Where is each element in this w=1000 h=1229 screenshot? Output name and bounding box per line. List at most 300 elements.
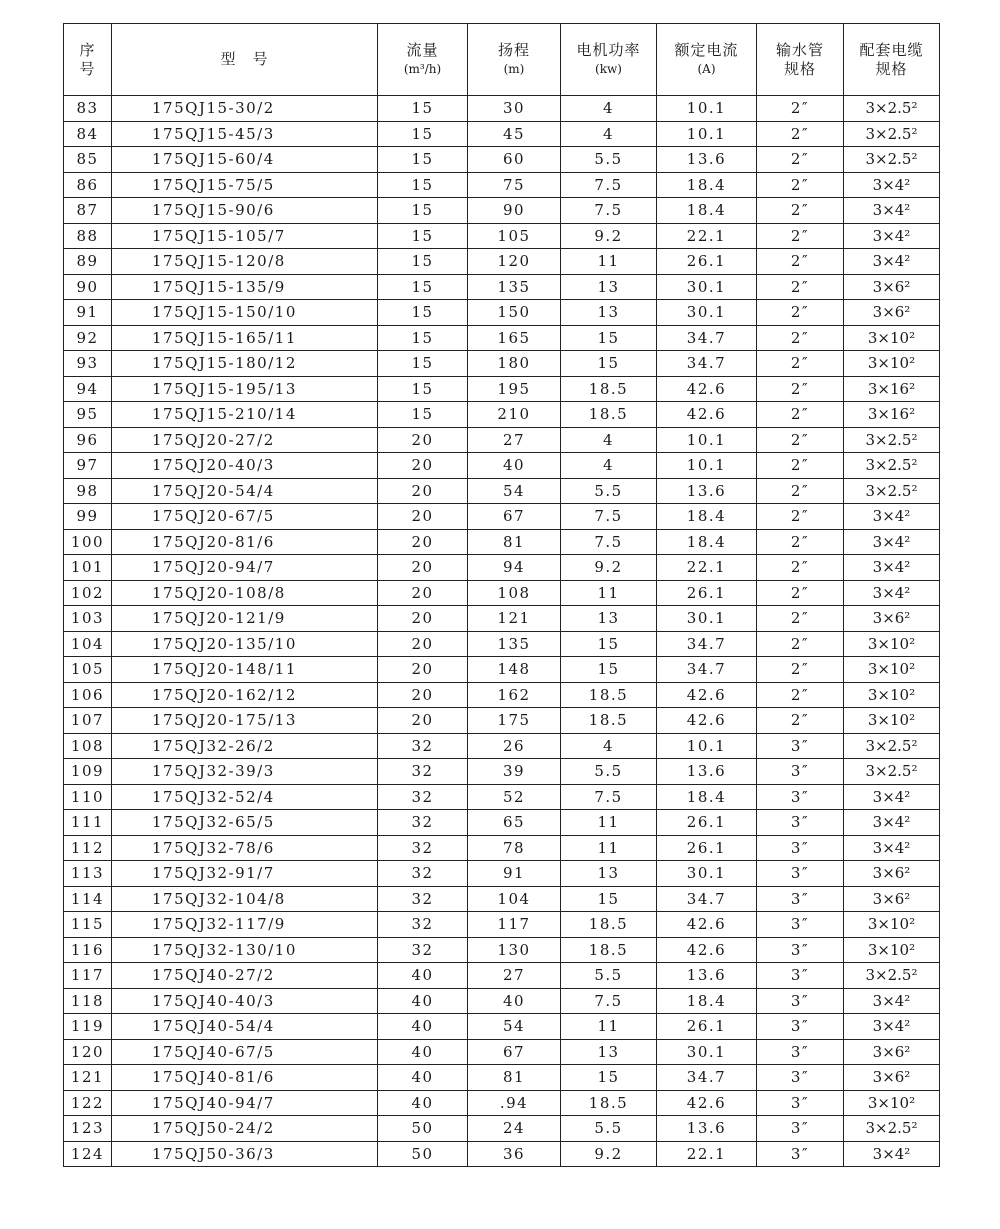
header-cable	[844, 24, 940, 96]
no-cell: 98	[64, 478, 112, 504]
cable-cell: 3×10²	[844, 1090, 940, 1116]
pipe-cell: 2″	[757, 504, 844, 530]
cable-cell: 3×6²	[844, 300, 940, 326]
cable-cell: 3×6²	[844, 1065, 940, 1091]
model-cell: 175QJ40-67/5	[112, 1039, 378, 1065]
head-cell: 81	[468, 529, 561, 555]
no-cell: 118	[64, 988, 112, 1014]
no-cell: 84	[64, 121, 112, 147]
model-cell: 175QJ40-94/7	[112, 1090, 378, 1116]
model-cell: 175QJ20-27/2	[112, 427, 378, 453]
power-cell: 13	[561, 274, 657, 300]
pipe-cell: 2″	[757, 351, 844, 377]
model-cell: 175QJ32-117/9	[112, 912, 378, 938]
model-cell: 175QJ32-130/10	[112, 937, 378, 963]
header-no	[64, 24, 112, 96]
power-cell: 5.5	[561, 963, 657, 989]
model-cell: 175QJ15-135/9	[112, 274, 378, 300]
cable-cell: 3×4²	[844, 784, 940, 810]
current-cell: 13.6	[657, 1116, 757, 1142]
pipe-cell: 2″	[757, 249, 844, 275]
flow-cell: 15	[378, 96, 468, 122]
pipe-cell: 2″	[757, 300, 844, 326]
model-cell: 175QJ20-81/6	[112, 529, 378, 555]
flow-cell: 40	[378, 988, 468, 1014]
table-row	[64, 682, 940, 708]
head-cell: 148	[468, 657, 561, 683]
head-cell: 78	[468, 835, 561, 861]
flow-cell: 15	[378, 300, 468, 326]
pipe-cell: 2″	[757, 172, 844, 198]
no-cell: 95	[64, 402, 112, 428]
header-no-line2: 号	[79, 59, 96, 78]
current-cell: 34.7	[657, 657, 757, 683]
table-row	[64, 529, 940, 555]
power-cell: 5.5	[561, 1116, 657, 1142]
flow-cell: 20	[378, 529, 468, 555]
cable-cell: 3×16²	[844, 376, 940, 402]
head-cell: 40	[468, 988, 561, 1014]
pipe-cell: 2″	[757, 223, 844, 249]
no-cell: 97	[64, 453, 112, 479]
header-head-unit: (m)	[503, 61, 525, 76]
pipe-cell: 2″	[757, 580, 844, 606]
table-row	[64, 147, 940, 173]
flow-cell: 15	[378, 274, 468, 300]
current-cell: 10.1	[657, 733, 757, 759]
header-current-unit: (A)	[697, 61, 716, 76]
no-cell: 113	[64, 861, 112, 887]
no-cell: 85	[64, 147, 112, 173]
cable-cell: 3×10²	[844, 631, 940, 657]
power-cell: 11	[561, 249, 657, 275]
model-cell: 175QJ20-108/8	[112, 580, 378, 606]
model-cell: 175QJ15-30/2	[112, 96, 378, 122]
power-cell: 4	[561, 733, 657, 759]
table-row	[64, 733, 940, 759]
pipe-cell: 3″	[757, 1014, 844, 1040]
no-cell: 117	[64, 963, 112, 989]
power-cell: 11	[561, 580, 657, 606]
current-cell: 42.6	[657, 1090, 757, 1116]
no-cell: 86	[64, 172, 112, 198]
table-row	[64, 963, 940, 989]
cable-cell: 3×10²	[844, 912, 940, 938]
current-cell: 18.4	[657, 988, 757, 1014]
current-cell: 13.6	[657, 478, 757, 504]
cable-cell: 3×6²	[844, 274, 940, 300]
cable-cell: 3×4²	[844, 249, 940, 275]
no-cell: 114	[64, 886, 112, 912]
no-cell: 119	[64, 1014, 112, 1040]
table-row	[64, 759, 940, 785]
table-row	[64, 937, 940, 963]
head-cell: 150	[468, 300, 561, 326]
current-cell: 10.1	[657, 427, 757, 453]
current-cell: 13.6	[657, 147, 757, 173]
table-row	[64, 198, 940, 224]
head-cell: 67	[468, 1039, 561, 1065]
flow-cell: 32	[378, 784, 468, 810]
pipe-cell: 3″	[757, 988, 844, 1014]
flow-cell: 32	[378, 759, 468, 785]
pipe-cell: 3″	[757, 912, 844, 938]
pipe-cell: 3″	[757, 759, 844, 785]
current-cell: 42.6	[657, 708, 757, 734]
head-cell: 135	[468, 631, 561, 657]
model-cell: 175QJ40-27/2	[112, 963, 378, 989]
model-cell: 175QJ40-81/6	[112, 1065, 378, 1091]
table-row	[64, 1039, 940, 1065]
model-cell: 175QJ20-67/5	[112, 504, 378, 530]
head-cell: 130	[468, 937, 561, 963]
header-cable-line2: 规格	[875, 59, 908, 78]
current-cell: 22.1	[657, 555, 757, 581]
flow-cell: 20	[378, 555, 468, 581]
head-cell: 60	[468, 147, 561, 173]
cable-cell: 3×4²	[844, 835, 940, 861]
pipe-cell: 2″	[757, 325, 844, 351]
no-cell: 116	[64, 937, 112, 963]
no-cell: 111	[64, 810, 112, 836]
table-row	[64, 1116, 940, 1142]
header-no-line1: 序	[79, 40, 96, 59]
flow-cell: 15	[378, 223, 468, 249]
table-row	[64, 810, 940, 836]
table-row	[64, 274, 940, 300]
model-cell: 175QJ15-210/14	[112, 402, 378, 428]
current-cell: 42.6	[657, 682, 757, 708]
current-cell: 26.1	[657, 810, 757, 836]
pipe-cell: 2″	[757, 708, 844, 734]
flow-cell: 50	[378, 1116, 468, 1142]
cable-cell: 3×4²	[844, 223, 940, 249]
no-cell: 106	[64, 682, 112, 708]
flow-cell: 40	[378, 1014, 468, 1040]
head-cell: 54	[468, 1014, 561, 1040]
head-cell: 27	[468, 963, 561, 989]
table-row	[64, 504, 940, 530]
flow-cell: 20	[378, 708, 468, 734]
model-cell: 175QJ20-121/9	[112, 606, 378, 632]
table-row	[64, 453, 940, 479]
table-row	[64, 631, 940, 657]
current-cell: 34.7	[657, 886, 757, 912]
cable-cell: 3×2.5²	[844, 733, 940, 759]
model-cell: 175QJ20-40/3	[112, 453, 378, 479]
current-cell: 22.1	[657, 1141, 757, 1167]
no-cell: 110	[64, 784, 112, 810]
flow-cell: 32	[378, 861, 468, 887]
flow-cell: 20	[378, 504, 468, 530]
header-cable-line1: 配套电缆	[859, 40, 924, 59]
no-cell: 93	[64, 351, 112, 377]
power-cell: 15	[561, 631, 657, 657]
table-row	[64, 1090, 940, 1116]
cable-cell: 3×4²	[844, 988, 940, 1014]
no-cell: 121	[64, 1065, 112, 1091]
pipe-cell: 2″	[757, 478, 844, 504]
head-cell: 30	[468, 96, 561, 122]
table-row	[64, 300, 940, 326]
current-cell: 34.7	[657, 351, 757, 377]
current-cell: 42.6	[657, 937, 757, 963]
table-row	[64, 580, 940, 606]
no-cell: 108	[64, 733, 112, 759]
no-cell: 100	[64, 529, 112, 555]
pipe-cell: 2″	[757, 96, 844, 122]
pipe-cell: 3″	[757, 1090, 844, 1116]
flow-cell: 20	[378, 478, 468, 504]
head-cell: 36	[468, 1141, 561, 1167]
head-cell: 54	[468, 478, 561, 504]
cable-cell: 3×4²	[844, 1141, 940, 1167]
power-cell: 18.5	[561, 402, 657, 428]
no-cell: 120	[64, 1039, 112, 1065]
power-cell: 4	[561, 427, 657, 453]
table-row	[64, 172, 940, 198]
current-cell: 26.1	[657, 580, 757, 606]
current-cell: 42.6	[657, 912, 757, 938]
head-cell: 120	[468, 249, 561, 275]
table-row	[64, 1141, 940, 1167]
no-cell: 91	[64, 300, 112, 326]
model-cell: 175QJ15-45/3	[112, 121, 378, 147]
table-row	[64, 555, 940, 581]
flow-cell: 40	[378, 1039, 468, 1065]
no-cell: 99	[64, 504, 112, 530]
model-cell: 175QJ15-165/11	[112, 325, 378, 351]
model-cell: 175QJ40-54/4	[112, 1014, 378, 1040]
model-cell: 175QJ20-162/12	[112, 682, 378, 708]
power-cell: 11	[561, 810, 657, 836]
flow-cell: 15	[378, 121, 468, 147]
header-head-label: 扬程	[497, 40, 530, 59]
head-cell: 39	[468, 759, 561, 785]
current-cell: 30.1	[657, 1039, 757, 1065]
head-cell: 165	[468, 325, 561, 351]
current-cell: 10.1	[657, 121, 757, 147]
pump-spec-table	[63, 23, 940, 1167]
flow-cell: 40	[378, 1065, 468, 1091]
model-cell: 175QJ15-60/4	[112, 147, 378, 173]
cable-cell: 3×6²	[844, 606, 940, 632]
head-cell: 67	[468, 504, 561, 530]
model-cell: 175QJ20-135/10	[112, 631, 378, 657]
cable-cell: 3×6²	[844, 1039, 940, 1065]
head-cell: 135	[468, 274, 561, 300]
cable-cell: 3×2.5²	[844, 427, 940, 453]
table-row	[64, 657, 940, 683]
cable-cell: 3×2.5²	[844, 478, 940, 504]
table-header	[64, 24, 940, 96]
no-cell: 92	[64, 325, 112, 351]
no-cell: 90	[64, 274, 112, 300]
pipe-cell: 3″	[757, 1039, 844, 1065]
current-cell: 42.6	[657, 402, 757, 428]
pipe-cell: 2″	[757, 606, 844, 632]
head-cell: 52	[468, 784, 561, 810]
table-row	[64, 708, 940, 734]
cable-cell: 3×10²	[844, 657, 940, 683]
pipe-cell: 3″	[757, 861, 844, 887]
current-cell: 30.1	[657, 606, 757, 632]
head-cell: 210	[468, 402, 561, 428]
cable-cell: 3×10²	[844, 708, 940, 734]
pipe-cell: 2″	[757, 274, 844, 300]
flow-cell: 32	[378, 835, 468, 861]
cable-cell: 3×4²	[844, 1014, 940, 1040]
pipe-cell: 2″	[757, 121, 844, 147]
flow-cell: 40	[378, 963, 468, 989]
model-cell: 175QJ15-120/8	[112, 249, 378, 275]
model-cell: 175QJ20-148/11	[112, 657, 378, 683]
pipe-cell: 2″	[757, 555, 844, 581]
table-row	[64, 325, 940, 351]
power-cell: 7.5	[561, 172, 657, 198]
no-cell: 96	[64, 427, 112, 453]
header-flow	[378, 24, 468, 96]
power-cell: 13	[561, 1039, 657, 1065]
current-cell: 18.4	[657, 504, 757, 530]
model-cell: 175QJ50-36/3	[112, 1141, 378, 1167]
table-row	[64, 886, 940, 912]
pipe-cell: 2″	[757, 682, 844, 708]
flow-cell: 20	[378, 657, 468, 683]
flow-cell: 15	[378, 147, 468, 173]
pipe-cell: 3″	[757, 963, 844, 989]
table-row	[64, 427, 940, 453]
no-cell: 103	[64, 606, 112, 632]
cable-cell: 3×2.5²	[844, 96, 940, 122]
head-cell: 65	[468, 810, 561, 836]
table-row	[64, 861, 940, 887]
table-row	[64, 478, 940, 504]
pipe-cell: 3″	[757, 937, 844, 963]
current-cell: 18.4	[657, 172, 757, 198]
header-pipe	[757, 24, 844, 96]
head-cell: 75	[468, 172, 561, 198]
no-cell: 89	[64, 249, 112, 275]
no-cell: 102	[64, 580, 112, 606]
no-cell: 94	[64, 376, 112, 402]
head-cell: 26	[468, 733, 561, 759]
power-cell: 18.5	[561, 376, 657, 402]
current-cell: 13.6	[657, 759, 757, 785]
head-cell: 108	[468, 580, 561, 606]
current-cell: 18.4	[657, 529, 757, 555]
pipe-cell: 3″	[757, 1065, 844, 1091]
power-cell: 15	[561, 325, 657, 351]
cable-cell: 3×2.5²	[844, 147, 940, 173]
power-cell: 13	[561, 300, 657, 326]
table-row	[64, 912, 940, 938]
power-cell: 7.5	[561, 198, 657, 224]
table-row	[64, 835, 940, 861]
power-cell: 9.2	[561, 223, 657, 249]
cable-cell: 3×2.5²	[844, 453, 940, 479]
no-cell: 83	[64, 96, 112, 122]
cable-cell: 3×6²	[844, 886, 940, 912]
head-cell: .94	[468, 1090, 561, 1116]
flow-cell: 32	[378, 937, 468, 963]
flow-cell: 15	[378, 351, 468, 377]
flow-cell: 15	[378, 376, 468, 402]
power-cell: 4	[561, 96, 657, 122]
flow-cell: 20	[378, 606, 468, 632]
pipe-cell: 3″	[757, 784, 844, 810]
power-cell: 15	[561, 657, 657, 683]
table-row	[64, 402, 940, 428]
no-cell: 123	[64, 1116, 112, 1142]
power-cell: 18.5	[561, 937, 657, 963]
head-cell: 117	[468, 912, 561, 938]
power-cell: 5.5	[561, 759, 657, 785]
no-cell: 122	[64, 1090, 112, 1116]
pipe-cell: 3″	[757, 733, 844, 759]
header-power	[561, 24, 657, 96]
power-cell: 4	[561, 453, 657, 479]
model-cell: 175QJ32-78/6	[112, 835, 378, 861]
no-cell: 88	[64, 223, 112, 249]
model-cell: 175QJ15-180/12	[112, 351, 378, 377]
header-pipe-line1: 输水管	[775, 40, 824, 59]
header-head	[468, 24, 561, 96]
head-cell: 105	[468, 223, 561, 249]
header-current	[657, 24, 757, 96]
head-cell: 91	[468, 861, 561, 887]
current-cell: 10.1	[657, 96, 757, 122]
header-power-label: 电机功率	[576, 40, 641, 59]
pipe-cell: 2″	[757, 402, 844, 428]
model-cell: 175QJ15-75/5	[112, 172, 378, 198]
pipe-cell: 3″	[757, 1141, 844, 1167]
current-cell: 30.1	[657, 300, 757, 326]
cable-cell: 3×2.5²	[844, 963, 940, 989]
power-cell: 7.5	[561, 988, 657, 1014]
flow-cell: 15	[378, 198, 468, 224]
power-cell: 11	[561, 835, 657, 861]
flow-cell: 20	[378, 427, 468, 453]
head-cell: 180	[468, 351, 561, 377]
header-pipe-line2: 规格	[783, 59, 816, 78]
current-cell: 26.1	[657, 835, 757, 861]
current-cell: 30.1	[657, 274, 757, 300]
power-cell: 7.5	[561, 784, 657, 810]
no-cell: 109	[64, 759, 112, 785]
table-row	[64, 351, 940, 377]
current-cell: 42.6	[657, 376, 757, 402]
pipe-cell: 3″	[757, 835, 844, 861]
cable-cell: 3×10²	[844, 351, 940, 377]
flow-cell: 15	[378, 402, 468, 428]
pipe-cell: 2″	[757, 529, 844, 555]
model-cell: 175QJ15-90/6	[112, 198, 378, 224]
head-cell: 24	[468, 1116, 561, 1142]
table-row	[64, 606, 940, 632]
pipe-cell: 2″	[757, 453, 844, 479]
power-cell: 15	[561, 1065, 657, 1091]
power-cell: 7.5	[561, 504, 657, 530]
head-cell: 104	[468, 886, 561, 912]
cable-cell: 3×6²	[844, 861, 940, 887]
no-cell: 115	[64, 912, 112, 938]
table-row	[64, 96, 940, 122]
head-cell: 121	[468, 606, 561, 632]
flow-cell: 20	[378, 453, 468, 479]
pipe-cell: 2″	[757, 657, 844, 683]
header-flow-label: 流量	[406, 40, 439, 59]
